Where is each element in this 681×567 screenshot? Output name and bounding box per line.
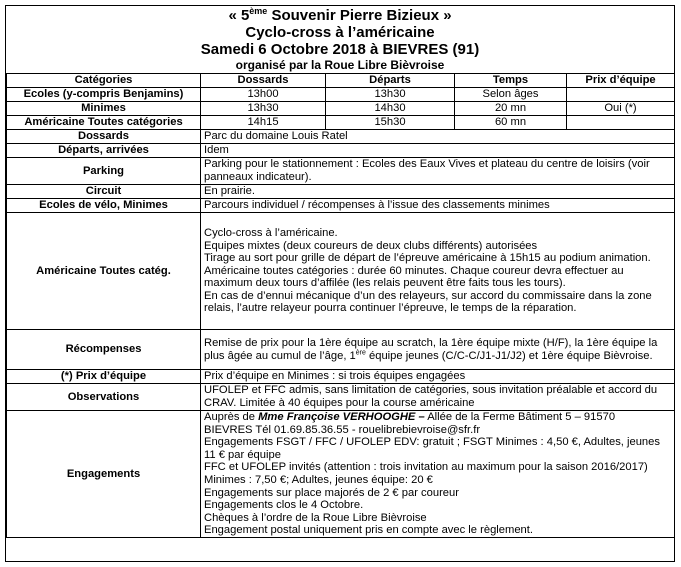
category-cell: Minimes <box>7 102 201 116</box>
americaine-line: Cyclo-cross à l’américaine. <box>204 226 338 239</box>
info-text: Parcours individuel / récompenses à l’issue des classements minimes <box>201 199 675 213</box>
document-sheet <box>5 5 675 562</box>
info-text <box>201 213 675 330</box>
info-row-observations <box>7 384 675 411</box>
info-label: Départs, arrivées <box>7 144 201 158</box>
event-subtitle: Cyclo-cross à l’américaine <box>245 24 435 41</box>
engagements-line: BIEVRES Tél 01.69.85.36.55 - rouelibrebievroise@sfr.fr <box>204 423 481 436</box>
dossards-cell: 13h00 <box>201 88 326 102</box>
temps-cell: Selon âges <box>455 88 567 102</box>
category-cell: Américaine Toutes catégories <box>7 116 201 130</box>
departs-cell: 14h30 <box>326 102 455 116</box>
event-date: Samedi 6 Octobre 2018 à BIEVRES (91) <box>200 41 480 58</box>
column-header: Catégories <box>7 74 201 88</box>
info-label: (*) Prix d’équipe <box>7 370 201 384</box>
info-row-dossards <box>7 130 675 144</box>
dossards-cell: 13h30 <box>201 102 326 116</box>
engagements-line: Engagements sur place majorés de 2 € par coureur <box>204 486 459 499</box>
info-label: Dossards <box>7 130 201 144</box>
event-title: « 5ème Souvenir Pierre Bizieux » <box>228 6 452 24</box>
prix-cell <box>567 116 675 130</box>
event-table <box>6 73 675 538</box>
contact-name: Mme Françoise VERHOOGHE – <box>258 411 425 423</box>
info-text: En prairie. <box>201 185 675 199</box>
info-label: Observations <box>7 384 201 411</box>
departs-cell: 13h30 <box>326 88 455 102</box>
info-text: Parking pour le stationnement : Ecoles des Eaux Vives et plateau du centre de loisirs (voir panneaux indicateur). <box>201 158 675 185</box>
document-header <box>6 6 674 73</box>
schedule-row <box>7 88 675 102</box>
prix-cell <box>567 88 675 102</box>
schedule-row <box>7 102 675 116</box>
info-row-ecoles <box>7 199 675 213</box>
info-label: Américaine Toutes catég. <box>7 213 201 330</box>
info-text: UFOLEP et FFC admis, sans limitation de catégories, sous invitation préalable et accord du CRAV. Limitée à 40 équipes pour la course américaine <box>201 384 675 411</box>
event-organizer: organisé par la Roue Libre Bièvroise <box>235 58 445 72</box>
info-row-circuit <box>7 185 675 199</box>
info-row-americaine <box>7 213 675 330</box>
info-label: Récompenses <box>7 330 201 370</box>
schedule-row <box>7 116 675 130</box>
americaine-line: Tirage au sort pour grille de départ de l’épreuve américaine à 15h15 au podium animation. <box>204 252 651 265</box>
info-label: Parking <box>7 158 201 185</box>
info-text: Prix d’équipe en Minimes : si trois équipes engagées <box>201 370 675 384</box>
prix-cell: Oui (*) <box>567 102 675 116</box>
info-row-prix-equipe <box>7 370 675 384</box>
engagements-line: FFC et UFOLEP invités (attention : trois invitation au maximum pour la saison 2016/2017) Minimes : 7,50 €; Adultes, jeunes équipe: 20 € <box>204 461 648 486</box>
info-row-engagements <box>7 411 675 538</box>
info-text: Parc du domaine Louis Ratel <box>201 130 675 144</box>
info-row-recompenses <box>7 330 675 370</box>
info-row-parking <box>7 158 675 185</box>
info-label: Circuit <box>7 185 201 199</box>
temps-cell: 60 mn <box>455 116 567 130</box>
engagements-line: Auprès de Mme Françoise VERHOOGHE – Allée de la Ferme Bâtiment 5 – 91570 <box>204 411 616 423</box>
engagements-line: Engagements FSGT / FFC / UFOLEP EDV: gratuit ; FSGT Minimes : 4,50 €, Adultes, jeunes 11 € par équipe <box>204 436 660 461</box>
americaine-line: Américaine toutes catégories : durée 60 minutes. Chaque coureur devra effectuer au maximum deux tours d’affilée (les relais peuvent être faits tous les tours). <box>204 264 624 290</box>
engagements-line: Engagement postal uniquement pris en compte avec le règlement. <box>204 524 533 537</box>
info-label: Ecoles de vélo, Minimes <box>7 199 201 213</box>
schedule-header-row <box>7 74 675 88</box>
americaine-line: Equipes mixtes (deux coureurs de deux clubs différents) autorisées <box>204 239 538 252</box>
engagements-line: Engagements clos le 4 Octobre. <box>204 499 364 512</box>
column-header: Départs <box>326 74 455 88</box>
info-text: Remise de prix pour la 1ère équipe au scratch, la 1ère équipe mixte (H/F), la 1ère équipe la plus âgée au cumul de l’âge, 1ère équipe jeunes (C/C-C/J1-J1/J2) et 1ère équipe Bièvroise. <box>201 330 675 370</box>
info-label: Engagements <box>7 411 201 538</box>
americaine-line: En cas de d’ennui mécanique d’un des relayeurs, sur accord du commissaire dans la zone relais, l’autre relayeur pourra continuer l’épreuve, le temps de la réparation. <box>204 289 652 315</box>
dossards-cell: 14h15 <box>201 116 326 130</box>
column-header: Dossards <box>201 74 326 88</box>
departs-cell: 15h30 <box>326 116 455 130</box>
info-text <box>201 411 675 538</box>
info-text: Idem <box>201 144 675 158</box>
category-cell: Ecoles (y-compris Benjamins) <box>7 88 201 102</box>
temps-cell: 20 mn <box>455 102 567 116</box>
engagements-line: Chèques à l’ordre de la Roue Libre Bièvroise <box>204 511 427 524</box>
info-row-departs <box>7 144 675 158</box>
column-header: Temps <box>455 74 567 88</box>
column-header: Prix d’équipe <box>567 74 675 88</box>
